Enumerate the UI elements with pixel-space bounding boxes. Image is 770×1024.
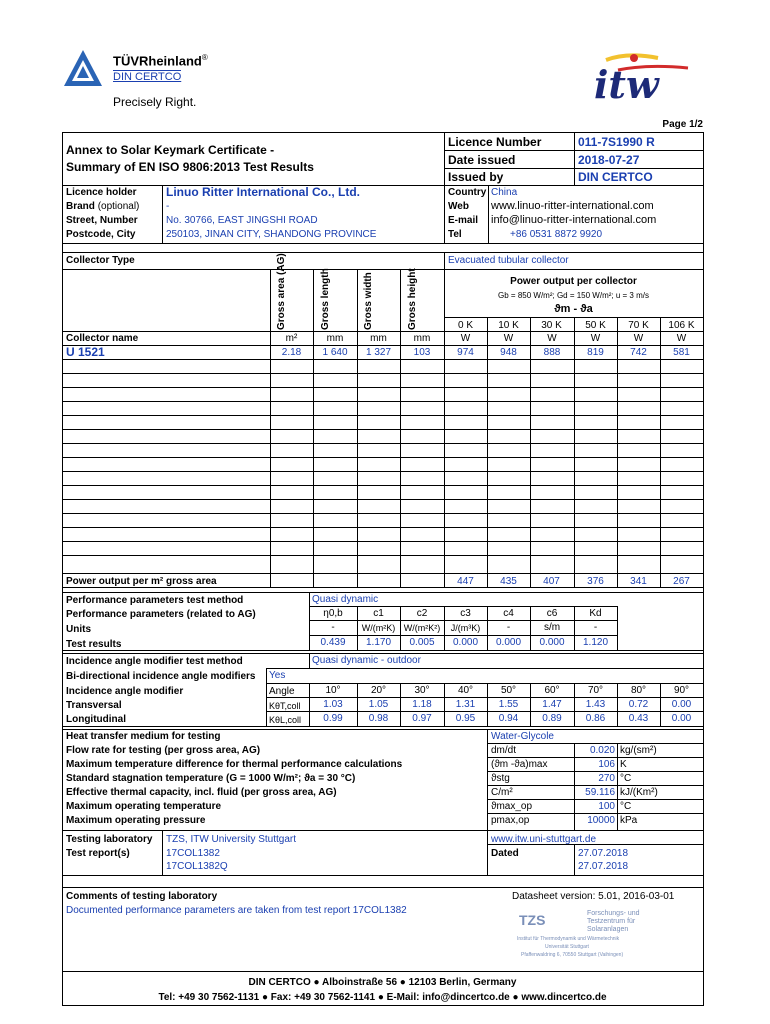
table-cell: 1 640 (322, 347, 348, 358)
param-header: η0,b (323, 608, 343, 619)
param-unit: - (506, 622, 511, 633)
thermal-value: 0.020 (589, 745, 615, 756)
param-header: c6 (546, 608, 558, 619)
longitudinal-cell: 0.43 (628, 713, 649, 724)
footer-line2: Tel: +49 30 7562-1131 ● Fax: +49 30 7562-1141 ● E-Mail: info@dincertco.de ● www.dincertco.de (158, 992, 607, 1003)
lab: TZS, ITW University Stuttgart (166, 834, 297, 845)
param-header: c3 (460, 608, 471, 619)
country: China (491, 187, 518, 198)
unit-cell: mm (326, 333, 344, 344)
transversal-cell: 1.18 (412, 699, 432, 710)
licence-holder: Linuo Ritter International Co., Ltd. (166, 185, 360, 199)
perf-units-label: Units (66, 624, 91, 635)
transversal-symbol: KθT,coll (269, 701, 301, 711)
thermal-value: 10000 (587, 815, 615, 826)
angle-cell: 10° (325, 685, 341, 696)
unit-cell: W (590, 333, 601, 344)
param-unit: J/(m³K) (450, 623, 481, 633)
transversal-cell: 1.47 (542, 699, 562, 710)
stamp-tzs: TZS (519, 912, 546, 928)
table-cell: 974 (457, 347, 474, 358)
param-header: c1 (373, 608, 384, 619)
stamp-line4: Institut für Thermodynamik und Wärmetechnik (517, 936, 620, 942)
collector-type: Evacuated tubular collector (448, 255, 569, 266)
unit-cell: W (547, 333, 557, 344)
iam-method: Quasi dynamic - outdoor (312, 655, 421, 666)
table-cell: 2.18 (281, 347, 302, 358)
bidir: Yes (269, 670, 286, 681)
thermal-unit: kPa (620, 815, 638, 826)
longitudinal-cell: 0.89 (542, 713, 562, 724)
tel-label: Tel (448, 229, 462, 240)
angle-cell: 70° (587, 685, 604, 696)
thermal-unit: kJ/(Km²) (620, 787, 658, 798)
longitudinal-cell: 0.94 (498, 713, 519, 724)
iam-method-label: Incidence angle modifier test method (66, 656, 243, 667)
report2: 17COL1382Q (166, 861, 228, 872)
thermal-label: Maximum temperature difference for thermal performance calculations (66, 759, 403, 770)
stamp-line1: Forschungs- und (587, 910, 640, 917)
thermal-value: 270 (598, 773, 615, 784)
bidir-label: Bi-directional incidence angle modifiers (66, 671, 256, 682)
per-m2-cell: 435 (500, 576, 517, 587)
itw-logo-text: itw (594, 62, 659, 106)
angle-cell: 20° (370, 685, 387, 696)
thermal-label: Maximum operating temperature (66, 801, 222, 812)
table-cell: 581 (673, 347, 690, 358)
issued-by-label: Issued by (448, 170, 504, 184)
email-label: E-mail (448, 215, 479, 226)
temp-header: 106 K (668, 320, 695, 331)
date-issued: 2018-07-27 (578, 153, 640, 167)
transversal-cell: 1.55 (498, 699, 519, 710)
thermal-symbol: ϑmax_op (491, 801, 533, 812)
unit-cell: m² (285, 333, 298, 344)
angle-cell: 80° (630, 685, 647, 696)
per-m2-cell: 267 (673, 576, 690, 587)
transversal-label: Transversal (66, 700, 122, 711)
street-label: Street, Number (66, 215, 138, 226)
col-gross-area: Gross area (AG) (276, 253, 287, 330)
dated-label: Dated (491, 848, 519, 859)
transversal-cell: 0.00 (671, 699, 692, 710)
thermal-symbol: pmax,op (491, 815, 530, 826)
longitudinal-cell: 0.97 (412, 713, 432, 724)
thermal-symbol: C/m² (491, 787, 513, 798)
longitudinal-cell: 0.95 (455, 713, 476, 724)
temp-header: 10 K (498, 320, 519, 331)
thermal-symbol: dm/dt (491, 745, 517, 756)
param-result: 0.000 (539, 637, 565, 648)
unit-cell: W (503, 333, 514, 344)
col-gross-height: Gross height (407, 268, 418, 330)
collector-name: U 1521 (66, 345, 105, 359)
param-unit: s/m (543, 622, 561, 633)
brand: - (166, 201, 170, 212)
param-header: Kd (589, 608, 602, 619)
col-gross-length: Gross length (320, 268, 331, 330)
longitudinal-cell: 0.98 (368, 713, 389, 724)
col-gross-width: Gross width (363, 272, 374, 330)
power-delta: ϑm - ϑa (554, 303, 593, 315)
table-cell: 742 (630, 347, 647, 358)
transversal-cell: 1.43 (585, 699, 606, 710)
unit-cell: mm (370, 333, 387, 344)
param-unit: - (593, 622, 598, 633)
param-unit: - (331, 622, 335, 633)
param-result: 0.005 (409, 637, 435, 648)
angle-cell: 50° (500, 685, 517, 696)
angle-cell: 60° (544, 685, 560, 696)
temp-header: 0 K (457, 320, 473, 331)
stamp-line6: Pfaffenwaldring 6, 70550 Stuttgart (Vaihingen) (521, 952, 624, 958)
per-m2-cell: 376 (587, 576, 604, 587)
thermal-label: Heat transfer medium for testing (66, 731, 221, 742)
perf-method-label: Performance parameters test method (66, 595, 244, 606)
longitudinal-cell: 0.00 (671, 713, 692, 724)
title-line1: Annex to Solar Keymark Certificate - (66, 143, 275, 157)
web-link[interactable]: www.linuo-ritter-international.com (491, 200, 654, 212)
thermal-label: Effective thermal capacity, incl. fluid (per gross area, AG) (66, 787, 337, 798)
thermal-unit: kg/(sm²) (620, 745, 657, 756)
thermal-symbol: ϑstg (491, 773, 510, 784)
perf-results-label: Test results (66, 639, 122, 650)
title-line2: Summary of EN ISO 9806:2013 Test Results (66, 160, 314, 174)
report-label: Test report(s) (66, 848, 130, 859)
thermal-unit: K (620, 759, 627, 770)
param-result: 0.439 (320, 637, 346, 648)
param-result: 0.000 (452, 637, 479, 648)
table-cell: 819 (587, 347, 604, 358)
per-m2-cell: 341 (630, 576, 647, 587)
param-result: 1.120 (582, 637, 609, 648)
email-link[interactable]: info@linuo-ritter-international.com (491, 214, 657, 226)
licence-holder-label: Licence holder (66, 187, 137, 198)
page-number: Page 1/2 (662, 119, 703, 130)
thermal-value: 100 (598, 801, 615, 812)
angle-label: Angle (269, 686, 295, 697)
unit-cell: mm (413, 333, 431, 344)
itw-logo (588, 50, 700, 106)
longitudinal-cell: 0.99 (323, 713, 343, 724)
issued-by: DIN CERTCO (578, 170, 653, 184)
table-cell: 888 (543, 347, 561, 358)
thermal-symbol: Water-Glycole (491, 731, 554, 742)
postcode: 250103, JINAN CITY, SHANDONG PROVINCE (166, 229, 377, 240)
temp-header: 70 K (628, 320, 649, 331)
collector-name-label: Collector name (66, 333, 139, 344)
tuv-logo (62, 48, 104, 90)
unit-cell: W (460, 333, 471, 344)
param-header: c4 (503, 608, 514, 619)
licence-number-label: Licence Number (448, 135, 542, 149)
date2: 27.07.2018 (578, 861, 629, 872)
unit-cell: W (676, 333, 687, 344)
per-m2-cell: 447 (457, 576, 474, 587)
perf-params-label: Performance parameters (related to AG) (66, 609, 256, 620)
thermal-value: 59.116 (585, 787, 615, 798)
datasheet-version: Datasheet version: 5.01, 2016-03-01 (512, 891, 675, 902)
stamp-line3: Solaranlagen (587, 926, 629, 933)
stamp-line5: Universität Stuttgart (545, 944, 589, 950)
table-cell: 103 (413, 347, 431, 358)
brand-label: Brand (optional) (66, 201, 140, 212)
slogan: Precisely Right. (113, 95, 197, 109)
street: No. 30766, EAST JINGSHI ROAD (166, 215, 318, 226)
tuv-triangle-icon (62, 48, 104, 90)
lab-label: Testing laboratory (66, 834, 153, 845)
lab-web-link[interactable]: www.itw.uni-stuttgart.de (491, 834, 597, 845)
temp-header: 30 K (541, 320, 562, 331)
stamp-line2: Testzentrum für (587, 918, 636, 925)
thermal-label: Standard stagnation temperature (G = 1000 W/m²; ϑa = 30 °C) (66, 773, 356, 784)
per-m2-cell: 407 (543, 576, 560, 587)
postcode-label: Postcode, City (66, 229, 136, 240)
comments-text: Documented performance parameters are taken from test report 17COL1382 (66, 905, 407, 916)
table-cell: 948 (500, 347, 517, 358)
footer-line1: DIN CERTCO ● Alboinstraße 56 ● 12103 Berlin, Germany (248, 977, 517, 988)
param-result: 1.170 (365, 637, 392, 648)
longitudinal-symbol: KθL,coll (269, 715, 302, 725)
tzs-stamp (515, 908, 655, 968)
comments-label: Comments of testing laboratory (66, 891, 218, 902)
country-label: Country (448, 187, 487, 198)
temp-header: 50 K (585, 320, 606, 331)
transversal-cell: 1.05 (368, 699, 389, 710)
param-header: c2 (416, 608, 428, 619)
power-heading: Power output per collector (510, 276, 637, 287)
longitudinal-cell: 0.86 (585, 713, 606, 724)
transversal-cell: 1.31 (455, 699, 476, 710)
licence-number: 011-7S1990 R (578, 135, 655, 149)
table-cell: 1 327 (365, 347, 392, 358)
thermal-label: Flow rate for testing (per gross area, AG) (66, 745, 261, 756)
transversal-cell: 0.72 (628, 699, 649, 710)
thermal-label: Maximum operating pressure (66, 815, 206, 826)
report1: 17COL1382 (166, 848, 220, 859)
angle-cell: 40° (457, 685, 474, 696)
unit-cell: W (633, 333, 644, 344)
web-label: Web (448, 201, 469, 212)
per-m2-label: Power output per m² gross area (66, 576, 217, 587)
collector-type-label: Collector Type (66, 255, 135, 266)
iam-label: Incidence angle modifier (66, 686, 184, 697)
param-unit: W/(m²K) (361, 623, 396, 633)
param-unit: W/(m²K²) (403, 623, 441, 633)
date-issued-label: Date issued (448, 153, 516, 167)
tuv-brand: TÜVRheinland® (113, 53, 208, 69)
perf-method: Quasi dynamic (312, 594, 379, 605)
thermal-value: 106 (598, 759, 615, 770)
tel: +86 0531 8872 9920 (510, 229, 603, 240)
angle-cell: 30° (414, 685, 430, 696)
din-certco-logo: DIN CERTCO (113, 71, 182, 83)
thermal-unit: °C (620, 773, 632, 784)
date1: 27.07.2018 (578, 848, 629, 859)
power-conditions: Gb = 850 W/m²; Gd = 150 W/m²; u = 3 m/s (498, 291, 649, 300)
angle-cell: 90° (673, 685, 690, 696)
longitudinal-label: Longitudinal (66, 714, 126, 725)
param-result: 0.000 (495, 637, 522, 648)
thermal-unit: °C (620, 801, 632, 812)
thermal-symbol: (ϑm -ϑa)max (491, 759, 548, 770)
transversal-cell: 1.03 (323, 699, 343, 710)
